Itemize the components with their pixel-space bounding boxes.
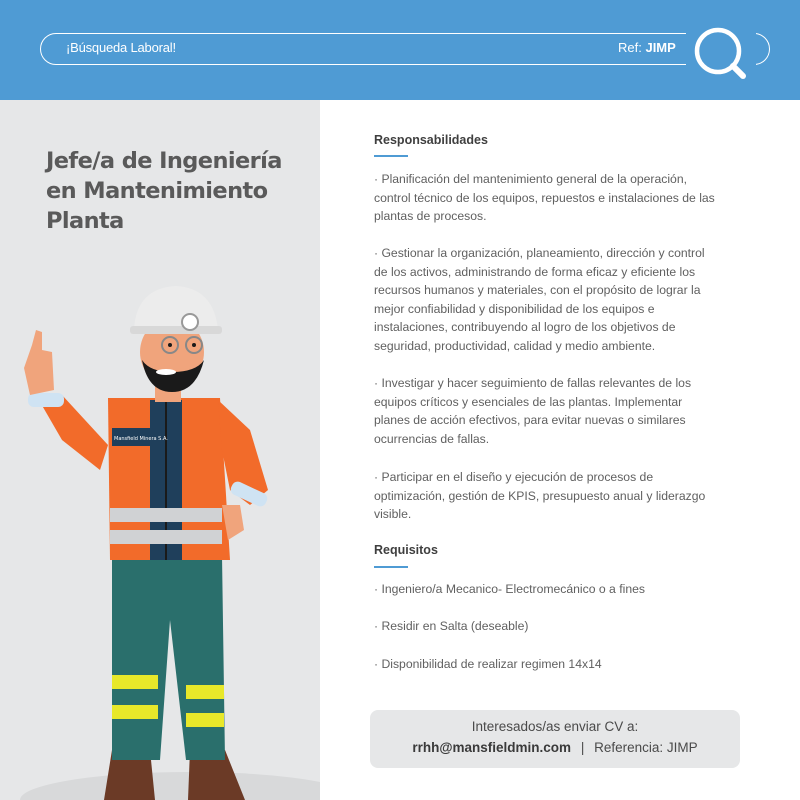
contact-details (370, 740, 740, 755)
left-leg-band-1 (112, 675, 158, 689)
ref-label-prefix: Ref: (618, 40, 642, 55)
contact-intro: Interesados/as enviar CV a: (471, 719, 639, 734)
pants (112, 555, 225, 760)
helmet (134, 286, 218, 330)
vest-logo-text: Mansfield Minera S.A. (114, 436, 168, 442)
helmet-brim (130, 326, 222, 334)
contact-email[interactable]: rrhh@mansfieldmin.com (412, 740, 572, 755)
contact-box (370, 710, 740, 768)
raised-hand (24, 330, 54, 395)
ref-label (618, 40, 676, 55)
raised-arm-cuff (28, 393, 64, 407)
responsibility-item-1: · Planificación del mantenimiento general de la operación, control técnico de los equipos, repuestos e instalaciones de las plantas de procesos. (374, 172, 715, 224)
magnifier-icon[interactable] (690, 24, 750, 84)
job-title-line-2: en Mantenimiento (46, 178, 268, 204)
floor-shadow (20, 772, 320, 800)
responsibility-item-4: · Participar en el diseño y ejecución de procesos de optimización, gestión de KPIS, presupuesto anual y liderazgo visible. (374, 470, 706, 522)
job-title-line-3: Planta (46, 208, 124, 234)
job-title (46, 146, 316, 236)
contact-separator: | (580, 740, 585, 755)
ref-code: JIMP (645, 40, 676, 55)
vest-reflective-band-1 (110, 508, 222, 522)
contact-reference: Referencia: JIMP (594, 740, 698, 755)
right-leg-band-2 (186, 713, 224, 727)
responsibilities-underline (374, 155, 408, 157)
responsibility-item-3: · Investigar y hacer seguimiento de fallas relevantes de los equipos críticos y esenciales de las plantas. Implementar planes de acción efectivos, para evitar nuevas o similares ocurrencias de fallas. (374, 376, 692, 446)
helmet-lamp (182, 314, 198, 330)
requirements-title: Requisitos (374, 543, 438, 557)
mouth (156, 369, 176, 375)
search-bar-text: ¡Búsqueda Laboral! (66, 40, 176, 55)
requirements-underline (374, 566, 408, 568)
requirement-item-2: · Residir en Salta (deseable) (374, 619, 529, 633)
right-leg-band-1 (186, 685, 224, 699)
responsibility-item-2: · Gestionar la organización, planeamiento, dirección y control de los activos, administrando de forma eficaz y eficiente los recursos humanos y materiales, con el propósito de lograr la mejor confiabilidad y disponibilidad de los equipos e instalaciones, contribuyendo al logro de los objetivos de seguridad, productividad, calidad y medio ambiente. (374, 246, 705, 353)
job-title-line-1: Jefe/a de Ingeniería (46, 148, 282, 174)
worker-illustration (0, 270, 320, 800)
requirement-item-1: · Ingeniero/a Mecanico- Electromecánico o a fines (374, 582, 645, 596)
vest-reflective-band-2 (110, 530, 222, 544)
requirement-item-3: · Disponibilidad de realizar regimen 14x14 (374, 657, 602, 671)
left-leg-band-2 (112, 705, 158, 719)
responsibilities-title: Responsabilidades (374, 133, 488, 147)
